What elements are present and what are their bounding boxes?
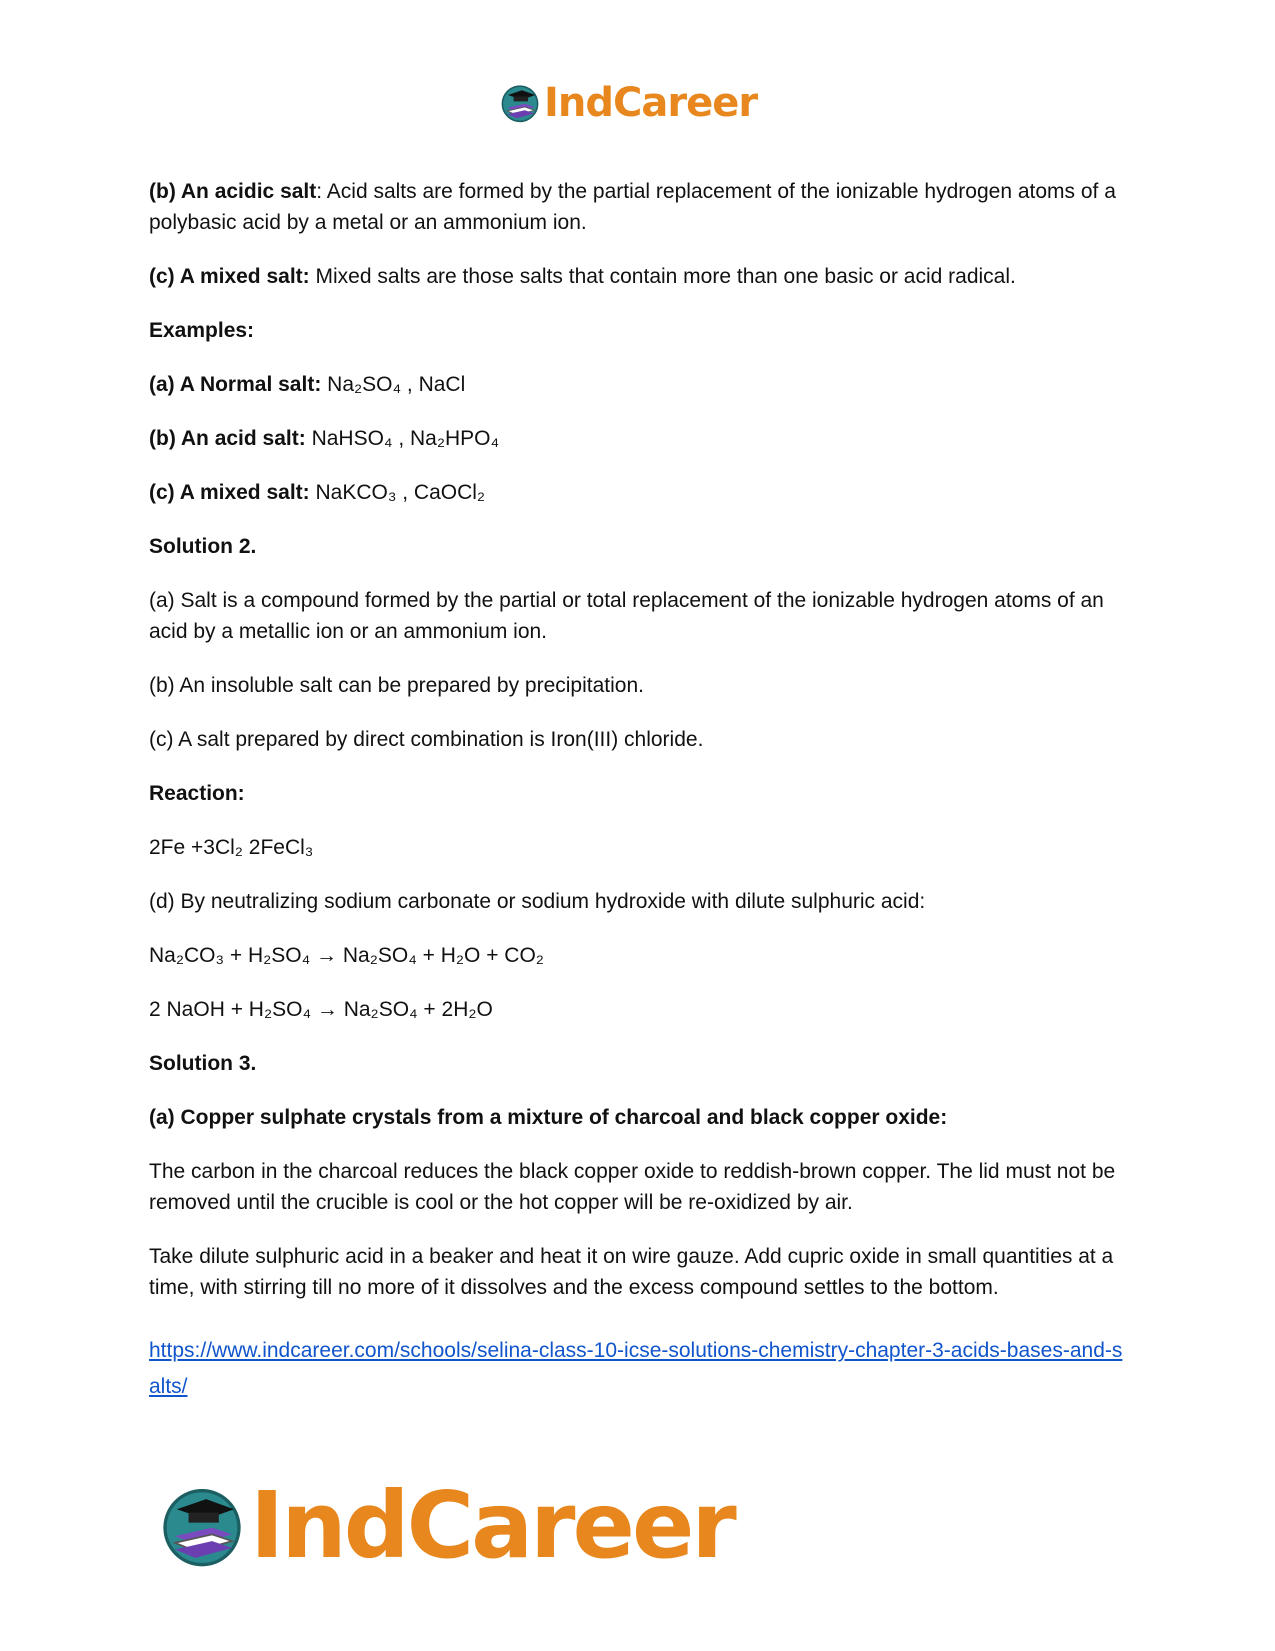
solution-3-paragraph-1: The carbon in the charcoal reduces the black copper oxide to reddish-brown copper. The lid must not be removed until the crucible is cool or the hot copper will be re-oxidized by air.: [149, 1160, 1116, 1214]
definition-text: Mixed salts are those salts that contain more than one basic or acid radical.: [309, 265, 1016, 288]
brand-name: IndCareer: [544, 80, 758, 126]
equation-sodium-carbonate: Na₂CO₃ + H₂SO₄ → Na₂SO₄ + H₂O + CO₂: [149, 944, 544, 967]
example-mixed-salt: (c) A mixed salt: NaKCO₃ , CaOCl₂: [149, 481, 486, 504]
solution-2-b: (b) An insoluble salt can be prepared by precipitation.: [149, 674, 644, 697]
reaction-equation: 2Fe +3Cl₂ 2FeCl₃: [149, 836, 314, 859]
term: (c) A mixed salt:: [149, 265, 310, 288]
solution-3-heading: Solution 3.: [149, 1052, 257, 1075]
solution-2-a: (a) Salt is a compound formed by the partial or total replacement of the ionizable hydrogen atoms of an acid by a metallic ion or an ammonium ion.: [149, 589, 1104, 643]
footer-logo: [160, 1472, 734, 1579]
mixed-salt-definition: [149, 261, 1129, 292]
solution-2-c: (c) A salt prepared by direct combination is Iron(III) chloride.: [149, 728, 704, 751]
acidic-salt-definition: [149, 176, 1129, 238]
solution-2-heading: Solution 2.: [149, 535, 257, 558]
brand-name: IndCareer: [250, 1472, 734, 1579]
solution-3-a-heading: (a) Copper sulphate crystals from a mixture of charcoal and black copper oxide:: [149, 1106, 948, 1129]
solution-2-d: (d) By neutralizing sodium carbonate or sodium hydroxide with dilute sulphuric acid:: [149, 890, 926, 913]
definition-text: : Acid salts are formed by the partial replacement of the ionizable hydrogen atoms of a polybasic acid by a metal or an ammonium ion.: [149, 180, 1116, 234]
equation-sodium-hydroxide: 2 NaOH + H₂SO₄ → Na₂SO₄ + 2H₂O: [149, 998, 493, 1021]
example-acid-salt: (b) An acid salt: NaHSO₄ , Na₂HPO₄: [149, 427, 500, 450]
term: (b) An acidic salt: [149, 180, 317, 203]
source-link[interactable]: https://www.indcareer.com/schools/selina-class-10-icse-solutions-chemistry-chapter-3-acids-bases-and-salts/: [149, 1339, 1123, 1398]
solution-3-paragraph-2: Take dilute sulphuric acid in a beaker and heat it on wire gauze. Add cupric oxide in small quantities at a time, with stirring till no more of it dissolves and the excess compound settles to the bottom.: [149, 1245, 1114, 1299]
reaction-heading: Reaction:: [149, 782, 245, 805]
formula: NaKCO₃ , CaOCl₂: [315, 481, 486, 504]
graduation-book-icon: [500, 83, 540, 123]
document-body: [149, 176, 1129, 1428]
formula: NaHSO₄ , Na₂HPO₄: [311, 427, 500, 450]
formula: Na₂SO₄ , NaCl: [327, 373, 466, 396]
examples-heading: Examples:: [149, 319, 255, 342]
header-logo: [500, 80, 757, 126]
graduation-book-icon: [160, 1484, 244, 1568]
example-normal-salt: (a) A Normal salt: Na₂SO₄ , NaCl: [149, 373, 466, 396]
